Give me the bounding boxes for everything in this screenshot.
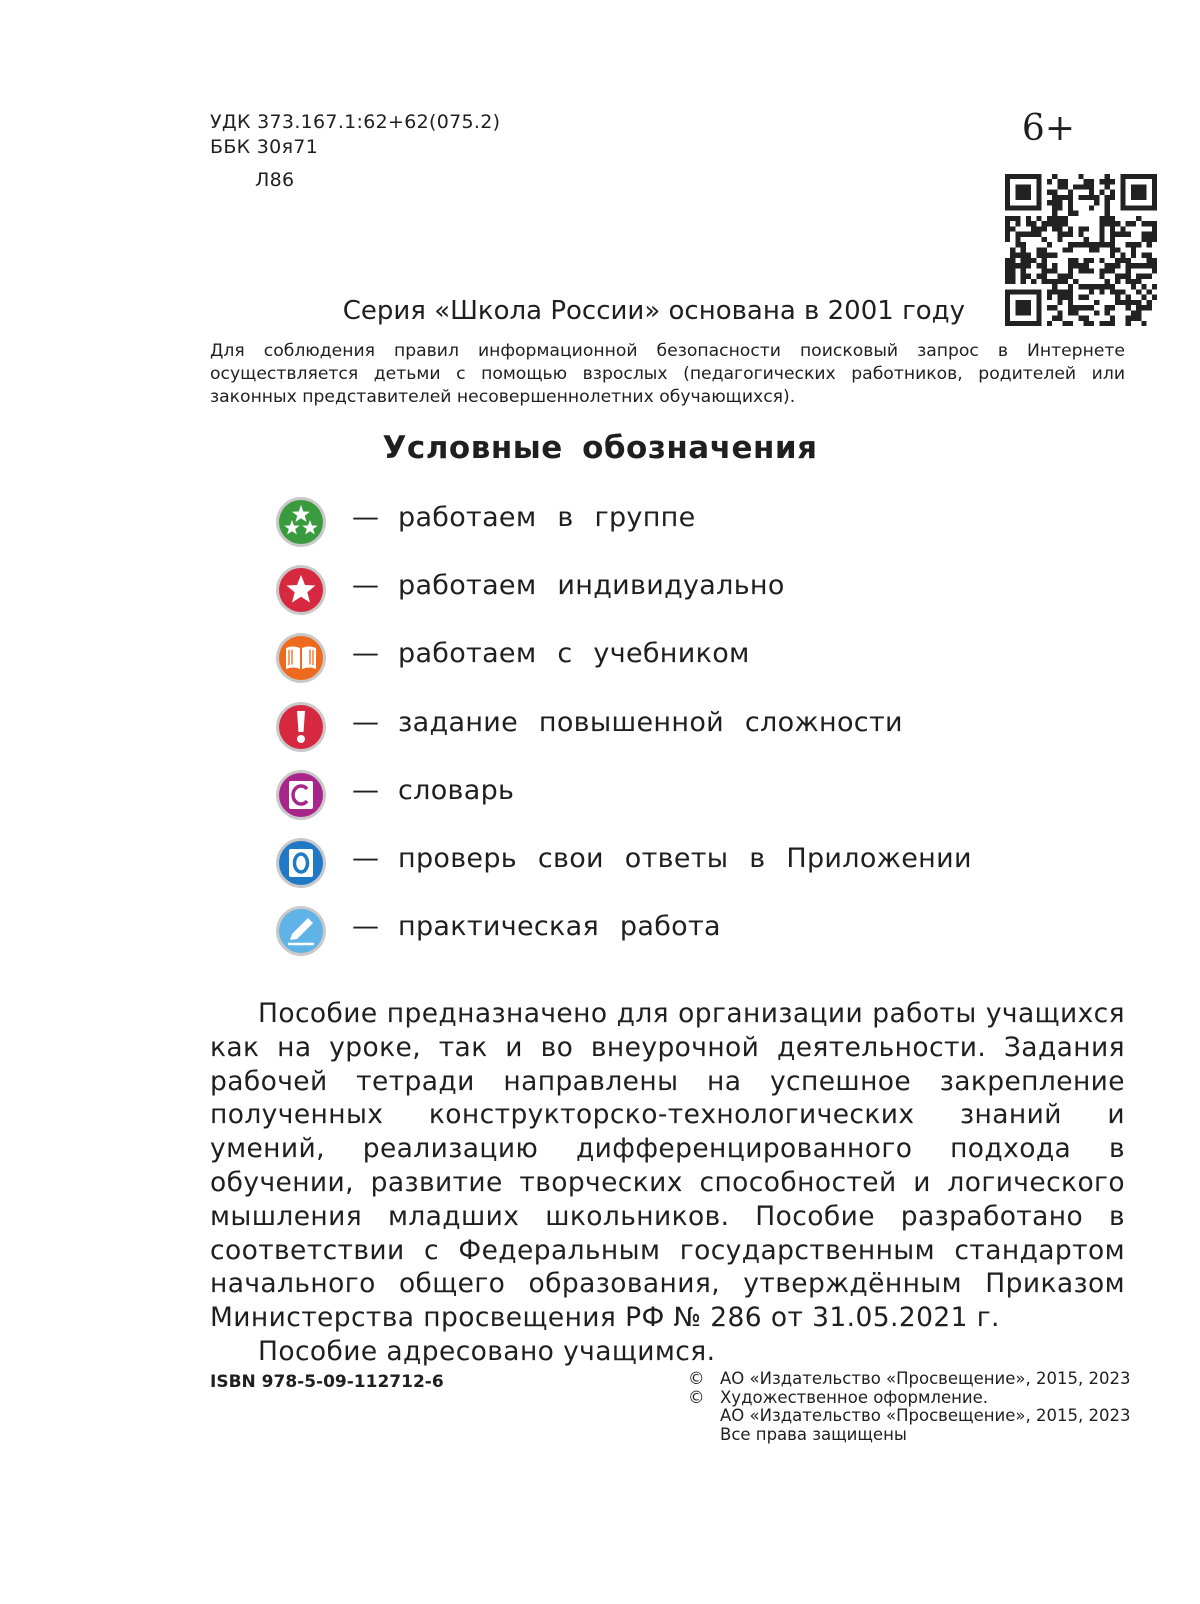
catalog-codes [210,110,500,193]
copyright-symbol: © [688,1387,705,1407]
legend-dash: — [352,775,379,806]
copyright-text: Художественное оформление. [720,1387,989,1407]
description-paragraph: Пособие адресовано учащимся. [258,1335,716,1367]
legend-title: Условные обозначения [382,430,818,466]
bbk-code: ББК 30я71 [210,136,319,158]
copyright-line [688,1406,1131,1426]
legend-item-dictionary [270,765,1070,825]
series-note: Серия «Школа России» основана в 2001 году [342,296,965,326]
legend-label: работаем с учебником [398,638,750,669]
legend-dash: — [352,502,379,533]
dictionary-c-icon [275,769,327,821]
star-icon [275,564,327,616]
legend-item-difficult [270,697,1070,757]
copyright-symbol: © [688,1369,705,1388]
author-mark: Л86 [255,169,295,191]
copyright-text: АО «Издательство «Просвещение», 2015, 2023 [720,1406,1131,1425]
safety-notice: Для соблюдения правил информационной безопасности поисковый запрос в Интернете осуществляется детьми с помощью взрослых (педагогических работников, родителей или законных представителей несовершеннолетних обучающихся). [210,341,1125,407]
legend-label: словарь [398,775,515,806]
copyright-text: АО «Издательство «Просвещение», 2015, 2023 [720,1369,1131,1388]
legend-dash: — [352,843,379,874]
copyright-block [688,1369,1131,1444]
legend-item-practical [270,901,1070,961]
udk-code: УДК 373.167.1:62+62(075.2) [210,111,501,133]
rights-line [688,1426,1128,1445]
copyright-line [688,1369,1131,1389]
rights-text: Все права защищены [720,1424,907,1444]
description [210,997,1125,1369]
legend-label: работаем индивидуально [398,570,785,601]
legend-item-group [270,492,1070,552]
answers-o-icon [275,837,327,889]
pencil-icon [275,905,327,957]
exclamation-icon [275,701,327,753]
legend-item-individual [270,560,1070,620]
legend-label: проверь свои ответы в Приложении [398,843,972,874]
description-paragraph: Пособие предназначено для организации работы учащихся как на уроке, так и во внеурочной деятельности. Задания рабочей тетради направлены на успешное закрепление полученных конструкторско-технологических знаний и умений, реализацию дифференцированного подхода в обучении, развитие творческих способностей и логического мышления младших школьников. Пособие разработано в соответствии с Федеральным государственным стандартом начального общего образования, утверждённым Приказом Министерства просвещения РФ № 286 от 31.05.2021 г. [210,998,1125,1334]
legend-label: работаем в группе [398,502,696,533]
legend-label: практическая работа [398,911,721,942]
qr-code-icon [1005,174,1157,326]
legend-dash: — [352,638,379,669]
copyright-line [688,1389,1128,1408]
legend-item-answers [270,833,1070,893]
legend-dash: — [352,911,379,942]
legend-dash: — [352,570,379,601]
isbn: ISBN 978-5-09-112712-6 [210,1372,444,1392]
age-rating: 6+ [1021,108,1075,149]
group-stars-icon [275,496,327,548]
legend-dash: — [352,707,379,738]
legend-label: задание повышенной сложности [398,707,903,738]
book-icon [275,632,327,684]
legend-item-textbook [270,628,1070,688]
